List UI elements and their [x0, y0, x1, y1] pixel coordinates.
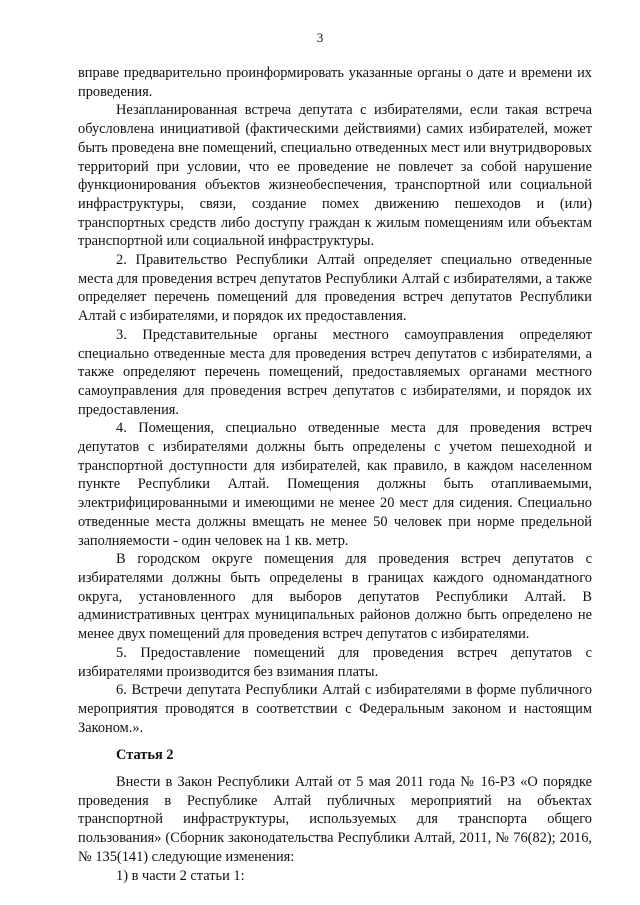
paragraph-city-district: В городском округе помещения для проведения встреч депутатов с избирателями должны быть определены в границах каждого одномандатного округа, установленного для выборов депутатов Республики Алтай. В административных центрах муниципальных районов должно быть определено не менее двух помещений для проведения встреч депутатов с избирателями. [78, 551, 592, 643]
paragraph-amendment-intro: Внести в Закон Республики Алтай от 5 мая 2011 года № 16-РЗ «О порядке проведения в Республике Алтай публичных мероприятий на объектах транспортной инфраструктуры, используемых для транспорта общего пользования» (Сборник законодательства Республики Алтай, 2011, № 76(82); 2016, № 135(141) следующие изменения: [78, 774, 592, 865]
document-body [78, 64, 592, 885]
paragraph-item-3: 3. Представительные органы местного самоуправления определяют специально отведенные места для проведения встреч депутатов с избирателями, а также определяют перечень помещений, предоставляемых органами местного самоуправления для проведения встреч депутатов с избирателями, и порядок их предоставления. [78, 326, 592, 418]
paragraph-continuation: вправе предварительно проинформировать указанные органы о дате и времени их проведения. [78, 65, 592, 100]
paragraph-item-4: 4. Помещения, специально отведенные места для проведения встреч депутатов с избирателями должны быть определены с учетом пешеходной и транспортной доступности для избирателей, как правило, в каждом населенном пункте Республики Алтай. Помещения должны быть отапливаемыми, электрифицированными и имеющими не менее 20 мест для сидения. Специально отведенные места должны вмещать не менее 50 человек при норме предельной заполняемости - один человек на 1 кв. метр. [78, 420, 592, 549]
paragraph-amendment-item-1: 1) в части 2 статьи 1: [116, 867, 245, 884]
paragraph-item-6: 6. Встречи депутата Республики Алтай с избирателями в форме публичного мероприятия проводятся в соответствии с Федеральным законом и настоящим Законом.». [78, 682, 592, 736]
page-number: 3 [316, 30, 324, 45]
paragraph-item-2: 2. Правительство Республики Алтай определяет специально отведенные места для проведения встреч депутатов Республики Алтай с избирателями, а также определяет перечень помещений для проведения встреч депутатов Республики Алтай с избирателями, и порядок их предоставления. [78, 252, 592, 325]
paragraph-unplanned-meeting: Незапланированная встреча депутата с избирателями, если такая встреча обусловлена инициативой (фактическими действиями) самих избирателей, может быть проведена вне помещений, специально отведенных мест или внутридворовых территорий при условии, что ее проведение не повлечет за собой нарушение функционирования объектов жизнеобеспечения, транспортной или социальной инфраструктуры, связи, создание помех движению пешеходов и (или) транспортных средств либо доступу граждан к жилым помещениям или объектам транспортной или социальной инфраструктуры. [78, 102, 592, 250]
article-heading: Статья 2 [116, 747, 174, 764]
paragraph-item-5: 5. Предоставление помещений для проведения встреч депутатов с избирателями производится без взимания платы. [78, 644, 592, 680]
